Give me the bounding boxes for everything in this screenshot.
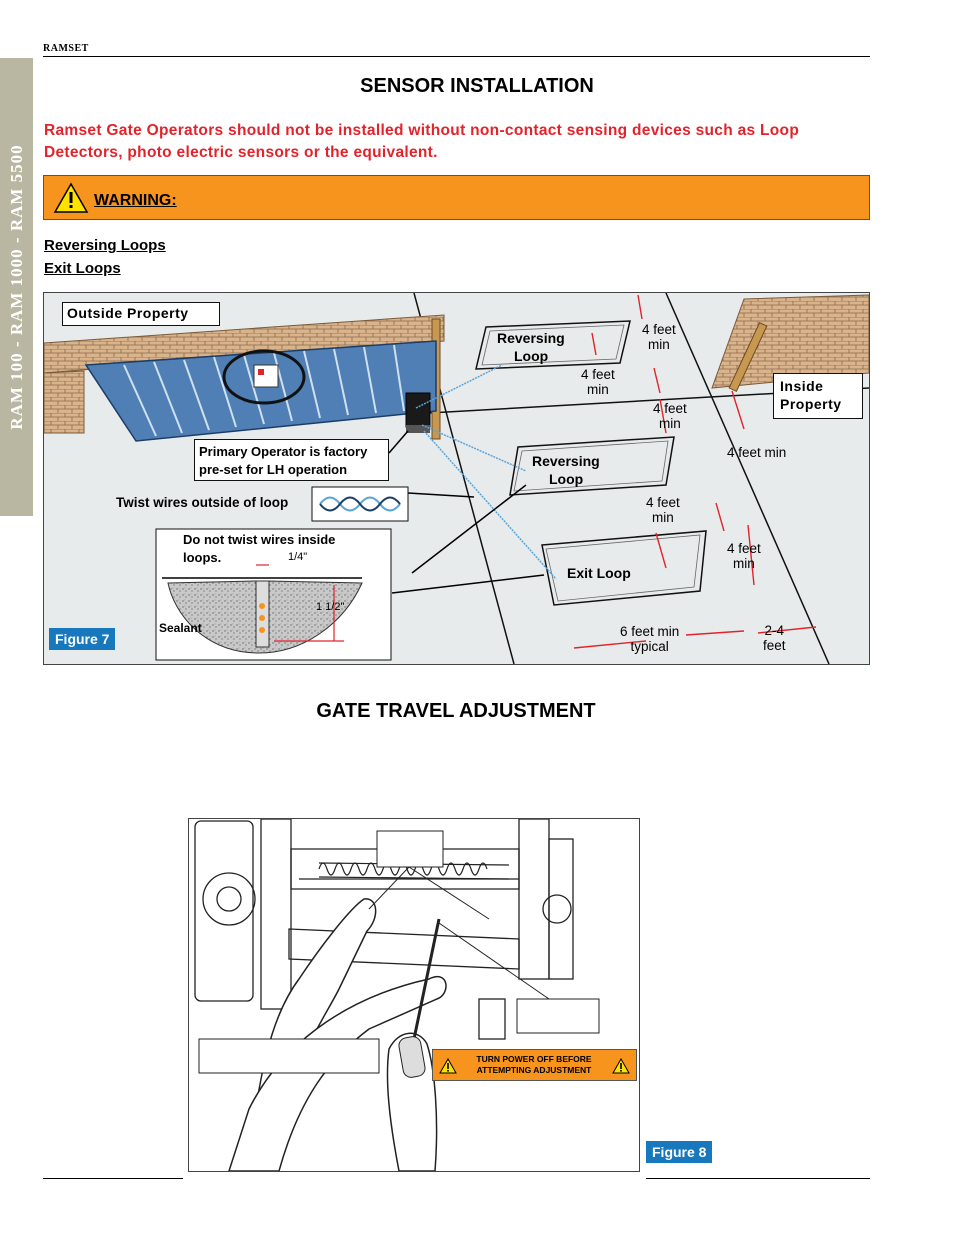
dim-8 (763, 623, 786, 653)
dim-6 (727, 541, 761, 571)
side-tab-text: RAM 100 - RAM 1000 - RAM 5500 (6, 144, 26, 430)
caution-label (432, 1049, 637, 1081)
exit-loop-label: Exit Loop (567, 565, 631, 581)
dim-2 (581, 367, 615, 397)
outside-property-label: Outside Property (62, 302, 220, 326)
no-twist-label (183, 531, 335, 567)
figure-7 (43, 292, 870, 665)
loop1-line-2: Loop (514, 348, 549, 364)
loop1-line-1: Reversing (497, 330, 565, 346)
figure-7-label: Figure 7 (49, 628, 115, 650)
footer-rule-left (43, 1178, 183, 1179)
gate-travel-title: GATE TRAVEL ADJUSTMENT (316, 700, 596, 722)
inch-half-label: 1 1/2" (316, 601, 345, 613)
caution-icon-left (439, 1058, 457, 1074)
caution-text (461, 1054, 607, 1076)
dim-1 (642, 322, 676, 352)
sensor-title: SENSOR INSTALLATION (360, 75, 594, 97)
dim-3 (653, 401, 687, 431)
warning-label: WARNING: (94, 192, 177, 209)
reversing-loop-1-label (497, 329, 565, 365)
no-twist-line-1: Do not twist wires inside (183, 532, 336, 547)
side-tab (0, 58, 33, 516)
footer-rule-right (646, 1178, 870, 1179)
operator-note (194, 439, 389, 481)
figure-8 (188, 818, 640, 1172)
brand-header: RAMSET (43, 43, 89, 54)
dim-2-line-1: 4 feet (581, 367, 615, 382)
link-exit-loops[interactable]: Exit Loops (44, 260, 121, 277)
header-rule (43, 56, 870, 57)
dim-5 (646, 495, 680, 525)
caution-line-2: ATTEMPTING ADJUSTMENT (476, 1065, 592, 1075)
sealant-label: Sealant (159, 621, 202, 635)
operator-note-line-1: Primary Operator is factory (199, 444, 368, 459)
dim-6-line-2: min (733, 556, 755, 571)
inside-line-2: Property (780, 396, 842, 412)
dim-5-line-2: min (652, 510, 674, 525)
sensor-note: Ramset Gate Operators should not be installed without non-contact sensing devices such as Loop Detectors, photo electric sensors or the equivalent. (44, 122, 800, 161)
dim-1-line-1: 4 feet (642, 322, 676, 337)
dim-3-line-2: min (659, 416, 681, 431)
dim-1-line-2: min (648, 337, 670, 352)
dim-7 (620, 624, 679, 654)
loop2-line-2: Loop (549, 471, 584, 487)
no-twist-line-2: loops. (183, 550, 222, 565)
dim-7-line-2: typical (630, 639, 669, 654)
figure-8-label: Figure 8 (646, 1141, 712, 1163)
warning-icon (53, 182, 89, 214)
reversing-loop-2-label (532, 452, 600, 488)
dim-8-line-2: feet (763, 638, 786, 653)
caution-line-1: TURN POWER OFF BEFORE (476, 1054, 592, 1064)
dim-5-line-1: 4 feet (646, 495, 680, 510)
dim-7-line-1: 6 feet min (620, 624, 680, 639)
dim-2-line-2: min (587, 382, 609, 397)
dim-8-line-1: 2-4 (764, 623, 785, 638)
quarter-inch-label: 1/4" (288, 551, 308, 563)
dim-3-line-1: 4 feet (653, 401, 687, 416)
twist-label: Twist wires outside of loop (116, 495, 289, 510)
loop-layout-diagram (44, 293, 869, 664)
loop2-line-1: Reversing (532, 453, 600, 469)
link-reversing-loops[interactable]: Reversing Loops (44, 237, 166, 254)
dim-6-line-1: 4 feet (727, 541, 761, 556)
inside-line-1: Inside (780, 378, 824, 394)
operator-note-line-2: pre-set for LH operation (199, 462, 348, 477)
dim-4: 4 feet min (727, 445, 787, 460)
caution-icon-right (612, 1058, 630, 1074)
limit-adjustment-illustration (189, 819, 639, 1171)
inside-property-label (773, 373, 863, 419)
